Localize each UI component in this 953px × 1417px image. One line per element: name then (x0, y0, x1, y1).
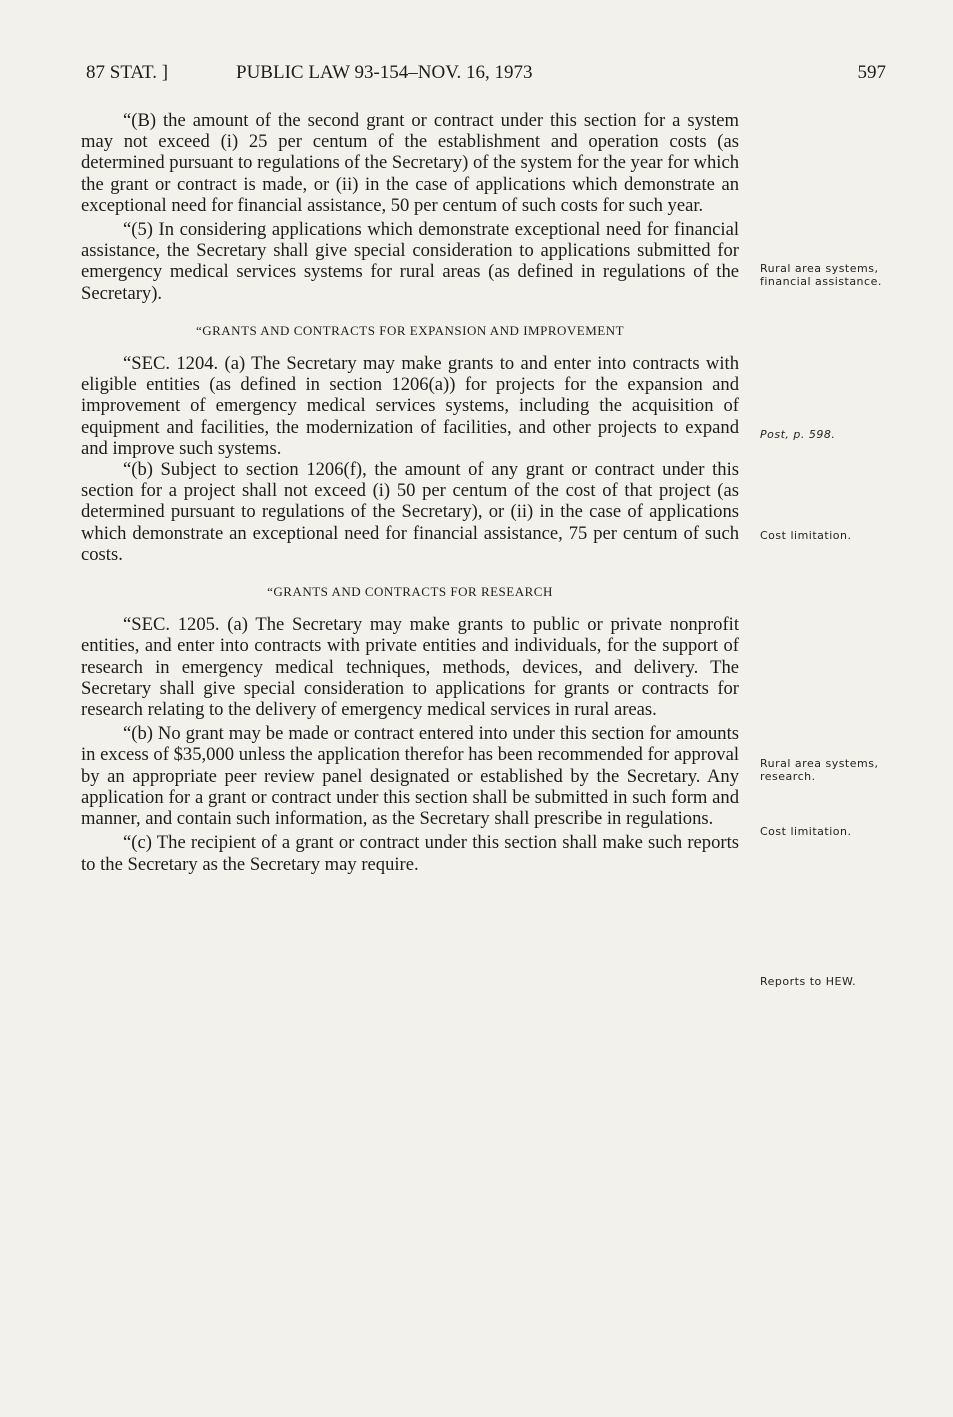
page-header (86, 62, 886, 88)
margin-note-reports-hew: Reports to HEW. (760, 975, 857, 988)
margin-note-rural-financial: Rural area systems, financial assistance. (760, 262, 882, 288)
section-heading-research: “GRANTS AND CONTRACTS FOR RESEARCH (267, 584, 553, 600)
statute-reference: 87 STAT. ] (86, 62, 169, 83)
margin-note-rural-research: Rural area systems, research. (760, 757, 879, 783)
statute-body (81, 110, 739, 875)
running-title: PUBLIC LAW 93-154–NOV. 16, 1973 (236, 62, 533, 83)
section-1205-a: “SEC. 1205. (a) The Secretary may make grants to public or private nonprofit entities, and enter into contracts with private entities and individuals, for the support of research in emergency medical techniques, methods, devices, and delivery. The Secretary shall give special consideration to applications for grants or contracts for research relating to the delivery of emergency medical services in rural areas. (81, 614, 739, 721)
margin-note-cost-limitation-1: Cost limitation. (760, 529, 852, 542)
section-1205-b: “(b) No grant may be made or contract entered into under this section for amounts in excess of $35,000 unless the application therefor has been recommended for approval by an appropriate peer review panel designated or established by the Secretary. Any application for a grant or contract under this section shall be submitted in such form and manner, and contain such information, as the Secretary shall prescribe in regulations. (81, 723, 739, 830)
paragraph-b-second-grant: “(B) the amount of the second grant or contract under this section for a system may not exceed (i) 25 per centum of the establishment and operation costs (as determined pursuant to regulations of the Secretary) of the system for the year for which the grant or contract is made, or (ii) in the case of applications which demonstrate an exceptional need for financial assistance, 50 per centum of such costs for such year. (81, 110, 739, 216)
page-number: 597 (857, 62, 886, 83)
section-1204-b: “(b) Subject to section 1206(f), the amount of any grant or contract under this section for a project shall not exceed (i) 50 per centum of the cost of that project (as determined pursuant to regulations of the Secretary), or (ii) in the case of applications which demonstrate an exceptional need for financial assistance, 75 per centum of such costs. (81, 459, 739, 565)
margin-note-post-598: Post, p. 598. (760, 428, 836, 441)
paragraph-5-rural-consideration: “(5) In considering applications which demonstrate exceptional need for financial assistance, the Secretary shall give special consideration to applications submitted for emergency medical services systems for rural areas (as defined in regulations of the Secretary). (81, 219, 739, 304)
section-heading-expansion: “GRANTS AND CONTRACTS FOR EXPANSION AND IMPROVEMENT (195, 322, 625, 338)
section-1204-a: “SEC. 1204. (a) The Secretary may make grants to and enter into contracts with eligible entities (as defined in section 1206(a)) for projects for the expansion and improvement of emergency medical services systems, including the acquisition of equipment and facilities, the modernization of facilities, and other projects to expand and improve such systems. (81, 353, 739, 459)
margin-note-cost-limitation-2: Cost limitation. (760, 825, 852, 838)
section-1205-c: “(c) The recipient of a grant or contract under this section shall make such reports to the Secretary as the Secretary may require. (81, 832, 739, 875)
